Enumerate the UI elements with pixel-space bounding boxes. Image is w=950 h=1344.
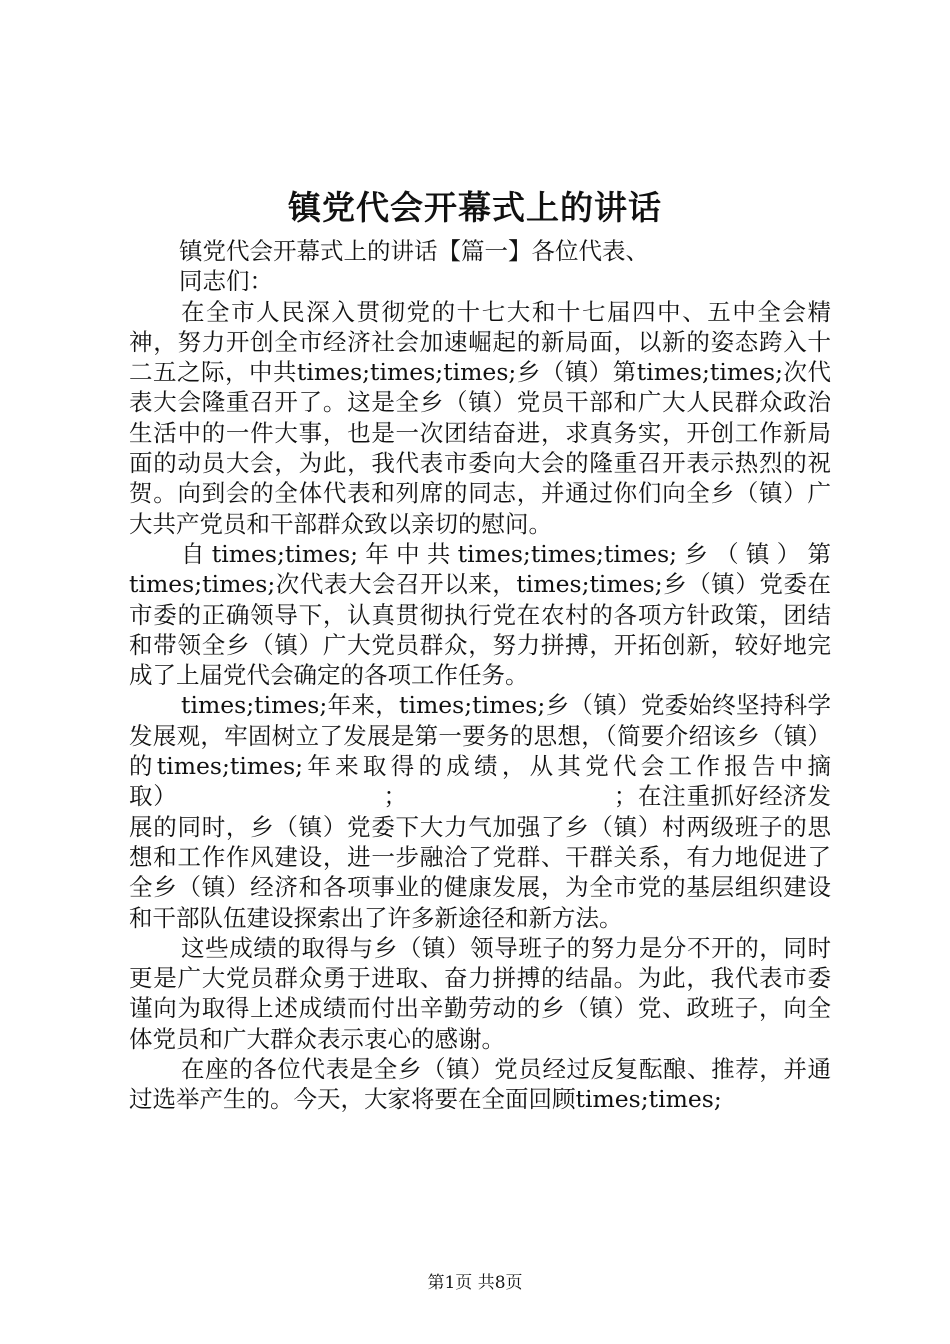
page-number: 第1页 共8页	[427, 1273, 523, 1293]
lead-line: 镇党代会开幕式上的讲话【篇一】各位代表、	[179, 237, 649, 265]
paragraph: 这些成绩的取得与乡（镇）领导班子的努力是分不开的，同时更是广大党员群众勇于进取、奋力拼搏的结晶。为此，我代表市委谨向为取得上述成绩而付出辛勤劳动的乡（镇）党、政班子，向全体党员和广大群众表示衷心的感谢。	[129, 933, 831, 1053]
document-title: 镇党代会开幕式上的讲话	[288, 188, 662, 227]
paragraph: 在座的各位代表是全乡（镇）党员经过反复酝酿、推荐，并通过选举产生的。今天，大家将要在全面回顾times;times;	[129, 1055, 831, 1114]
document-body	[129, 236, 831, 1115]
paragraph: 自times;times;年中共times;times;times;乡（镇）第times;times;次代表大会召开以来，times;times;乡（镇）党委在市委的正确领导下，认真贯彻执行党在农村的各项方针政策，团结和带领全乡（镇）广大党员群众，努力拼搏，开拓创新，较好地完成了上届党代会确定的各项工作任务。	[129, 539, 831, 690]
paragraph: times;times;年来，times;times;乡（镇）党委始终坚持科学发展观，牢固树立了发展是第一要务的思想，（简要介绍该乡（镇）的times;times;年来取得的成绩，从其党代会工作报告中摘取） ； ；在注重抓好经济发展的同时，乡（镇）党委下大力气加强了乡（镇）村两级班子的思想和工作作风建设，进一步融洽了党群、干群关系，有力地促进了全乡（镇）经济和各项事业的健康发展，为全市党的基层组织建设和干部队伍建设探索出了许多新途径和新方法。	[129, 691, 831, 932]
paragraph: 在全市人民深入贯彻党的十七大和十七届四中、五中全会精神，努力开创全市经济社会加速崛起的新局面，以新的姿态跨入十二五之际，中共times;times;times;乡（镇）第times;times;次代表大会隆重召开了。这是全乡（镇）党员干部和广大人民群众政治生活中的一件大事，也是一次团结奋进，求真务实，开创工作新局面的动员大会，为此，我代表市委向大会的隆重召开表示热烈的祝贺。向到会的全体代表和列席的同志，并通过你们向全乡（镇）广大共产党员和干部群众致以亲切的慰问。	[129, 297, 831, 538]
lead-line: 同志们：	[179, 267, 273, 296]
